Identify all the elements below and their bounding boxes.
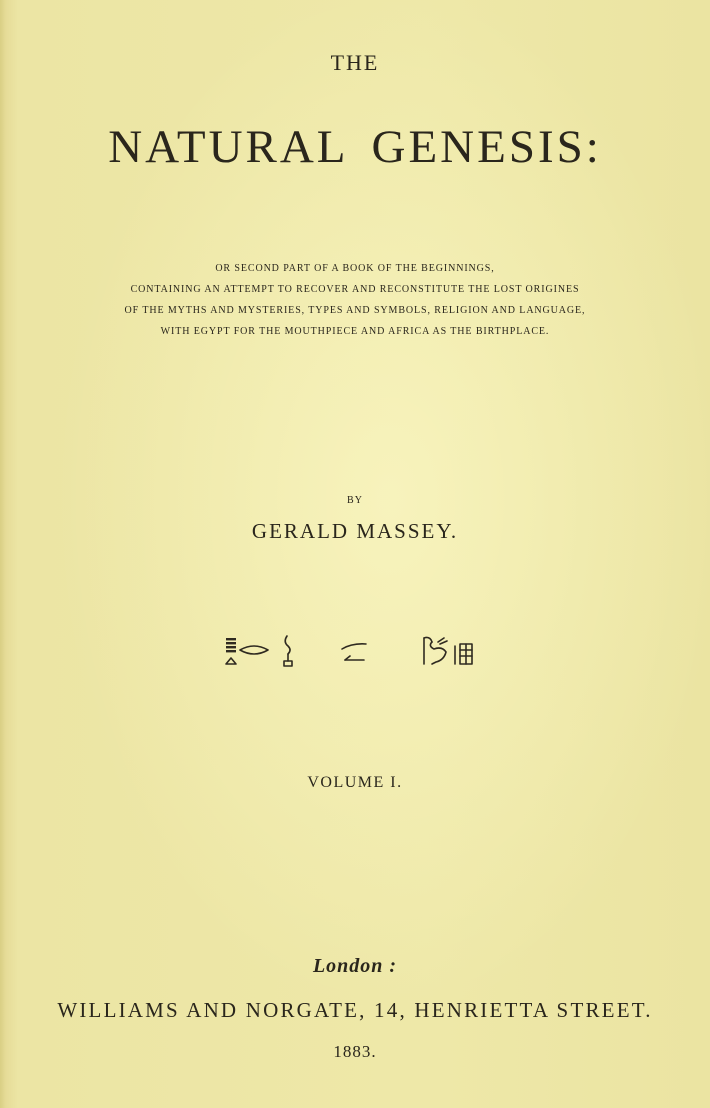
- publisher-line: WILLIAMS AND NORGATE, 14, HENRIETTA STREET.: [57, 998, 653, 1022]
- hieroglyph-icon: [0, 630, 710, 680]
- imprint-city: London :: [312, 955, 398, 977]
- subtitle-line: CONTAINING AN ATTEMPT TO RECOVER AND RECONSTITUTE THE LOST ORIGINES: [130, 284, 580, 295]
- book-title: NATURAL GENESIS:: [108, 121, 602, 173]
- subtitle-line: OF THE MYTHS AND MYSTERIES, TYPES AND SYMBOLS, RELIGION AND LANGUAGE,: [124, 305, 586, 316]
- subtitle-line: WITH EGYPT FOR THE MOUTHPIECE AND AFRICA AS THE BIRTHPLACE.: [160, 326, 550, 337]
- subtitle: [0, 258, 710, 342]
- subtitle-line: OR SECOND PART OF A BOOK OF THE BEGINNINGS,: [215, 263, 495, 274]
- by-label: BY: [347, 495, 363, 506]
- author-name: GERALD MASSEY.: [251, 519, 459, 543]
- publication-year: 1883.: [333, 1042, 377, 1061]
- volume-label: VOLUME I.: [307, 774, 403, 791]
- title-article: THE: [330, 50, 380, 75]
